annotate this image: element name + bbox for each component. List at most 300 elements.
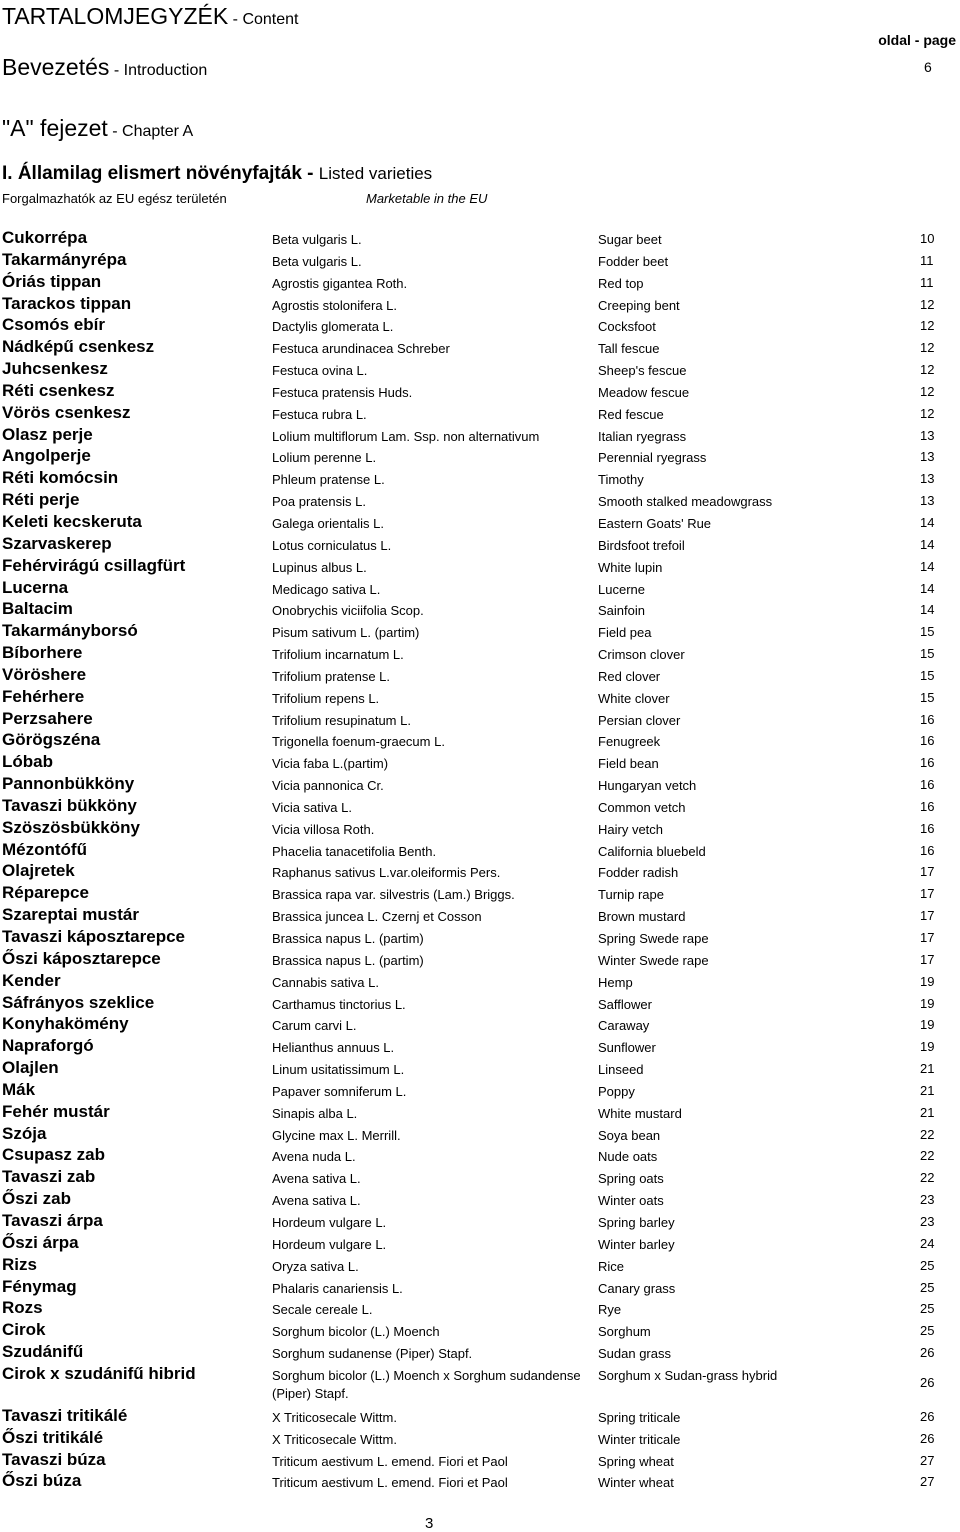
row-latin-name: Pisum sativum L. (partim) — [272, 625, 420, 641]
toc-row[interactable] — [0, 774, 960, 796]
toc-row[interactable] — [0, 446, 960, 468]
row-latin-name: Raphanus sativus L.var.oleiformis Pers. — [272, 865, 501, 881]
row-page-number: 25 — [920, 1301, 935, 1317]
row-name-en: Sudan grass — [598, 1346, 671, 1362]
row-page-number: 15 — [920, 667, 935, 683]
row-name-en: Creeping bent — [598, 297, 680, 313]
row-page-number: 14 — [920, 514, 935, 530]
row-page-number: 25 — [920, 1323, 935, 1339]
page-label-text: oldal - page — [878, 32, 956, 48]
row-page-number: 23 — [920, 1192, 935, 1208]
toc-row[interactable] — [0, 1058, 960, 1080]
row-name-en: Crimson clover — [598, 647, 685, 663]
row-page-number: 11 — [920, 274, 934, 290]
row-page-number: 14 — [920, 580, 935, 596]
row-page-number: 17 — [920, 951, 935, 967]
row-latin-name: Festuca rubra L. — [272, 406, 367, 422]
row-name-hu: Réti perje — [2, 490, 80, 510]
toc-row[interactable] — [0, 468, 960, 490]
row-name-en: Turnip rape — [598, 887, 664, 903]
row-latin-name: Galega orientalis L. — [272, 515, 385, 531]
intro-page-number: 6 — [924, 59, 932, 75]
toc-row[interactable] — [0, 1342, 960, 1364]
toc-row[interactable] — [0, 1014, 960, 1036]
row-page-number: 12 — [920, 318, 935, 334]
row-name-en: Lucerne — [598, 581, 645, 597]
row-latin-name: Vicia sativa L. — [272, 799, 352, 815]
toc-row[interactable] — [0, 359, 960, 381]
row-name-hu: Tavaszi búza — [2, 1449, 106, 1469]
row-name-en: Spring triticale — [598, 1409, 681, 1425]
row-name-hu: Őszi tritikálé — [2, 1427, 104, 1447]
row-page-number: 10 — [920, 231, 935, 246]
row-page-number: 21 — [920, 1104, 935, 1120]
row-page-number: 12 — [920, 340, 935, 356]
toc-row[interactable] — [0, 1102, 960, 1124]
row-name-hu: Tavaszi tritikálé — [2, 1405, 128, 1425]
row-name-hu: Baltacim — [2, 599, 73, 619]
row-latin-name: Avena sativa L. — [272, 1171, 361, 1187]
row-name-hu: Szareptai mustár — [2, 905, 139, 925]
row-name-hu: Fénymag — [2, 1276, 77, 1296]
row-name-hu: Rozs — [2, 1298, 43, 1318]
row-latin-name: Carum carvi L. — [272, 1018, 357, 1034]
toc-row[interactable] — [0, 512, 960, 534]
page-column-label — [878, 32, 956, 48]
row-name-hu: Konyhakömény — [2, 1014, 129, 1034]
row-latin-name: Secale cereale L. — [272, 1302, 373, 1318]
row-latin-name: Avena sativa L. — [272, 1193, 361, 1209]
row-name-en: California bluebeld — [598, 843, 706, 859]
footer-page-number: 3 — [425, 1515, 434, 1532]
row-name-hu: Cukorrépa — [2, 228, 88, 247]
row-name-en: Eastern Goats' Rue — [598, 515, 712, 531]
row-name-hu: Réti komócsin — [2, 468, 119, 488]
row-name-hu: Takarmányrépa — [2, 249, 127, 269]
section-hu: I. Államilag elismert növényfajták - — [2, 163, 319, 184]
toc-introduction[interactable] — [2, 54, 207, 81]
toc-row[interactable] — [0, 1428, 960, 1450]
row-name-hu: Perzsahere — [2, 708, 93, 728]
row-name-en: Canary grass — [598, 1280, 676, 1296]
row-name-hu: Mák — [2, 1079, 36, 1099]
row-name-en: Winter wheat — [598, 1475, 674, 1491]
row-name-en: Field bean — [598, 756, 659, 772]
row-page-number: 13 — [920, 427, 935, 443]
row-name-en: Timothy — [598, 472, 644, 488]
row-name-en: Fodder radish — [598, 865, 679, 881]
row-name-hu: Keleti kecskeruta — [2, 511, 142, 531]
row-page-number: 11 — [920, 252, 934, 268]
row-page-number: 25 — [920, 1257, 935, 1273]
row-name-hu: Lóbab — [2, 752, 53, 772]
row-latin-name: Agrostis gigantea Roth. — [272, 275, 408, 291]
row-latin-name: Trifolium resupinatum L. — [272, 712, 411, 728]
row-page-number: 15 — [920, 646, 935, 662]
row-name-en: Tall fescue — [598, 341, 660, 357]
row-name-hu: Cirok x szudánifű hibrid — [2, 1363, 196, 1383]
row-latin-name: Medicago sativa L. — [272, 581, 381, 597]
row-page-number: 23 — [920, 1213, 935, 1229]
row-name-en: Spring wheat — [598, 1453, 674, 1469]
row-name-hu: Napraforgó — [2, 1036, 94, 1056]
row-name-hu: Réparepce — [2, 883, 89, 903]
row-name-en: Smooth stalked meadowgrass — [598, 494, 773, 510]
row-page-number: 12 — [920, 362, 935, 378]
row-latin-name: Triticum aestivum L. emend. Fiori et Paol — [272, 1453, 508, 1469]
row-name-hu: Tarackos tippan — [2, 293, 132, 313]
toc-row[interactable] — [0, 250, 960, 272]
row-name-en: Hemp — [598, 974, 633, 990]
row-name-hu: Rizs — [2, 1254, 37, 1274]
toc-row[interactable] — [0, 1036, 960, 1058]
row-page-number: 22 — [920, 1170, 935, 1186]
row-latin-name: Papaver somniferum L. — [272, 1083, 407, 1099]
row-name-hu: Lucerna — [2, 577, 69, 597]
row-name-en: Winter Swede rape — [598, 952, 709, 968]
row-latin-name: Brassica juncea L. Czernj et Cosson — [272, 909, 482, 925]
row-name-en: Winter triticale — [598, 1431, 681, 1447]
row-name-hu: Őszi búza — [2, 1471, 82, 1491]
row-latin-name: Sorghum bicolor (L.) Moench x Sorghum sudandense (Piper) Stapf. — [272, 1367, 581, 1401]
row-name-hu: Tavaszi zab — [2, 1167, 96, 1187]
row-name-hu: Csupasz zab — [2, 1145, 105, 1165]
title-en: - Content — [228, 11, 299, 28]
row-page-number: 19 — [920, 973, 935, 989]
row-page-number: 21 — [920, 1082, 935, 1098]
row-page-number: 21 — [920, 1061, 935, 1077]
toc-row[interactable] — [0, 752, 960, 774]
row-page-number: 16 — [920, 798, 935, 814]
toc-row[interactable] — [0, 993, 960, 1015]
toc-row[interactable] — [0, 709, 960, 731]
toc-row[interactable] — [0, 840, 960, 862]
row-name-en: Winter oats — [598, 1193, 664, 1209]
row-name-en: Brown mustard — [598, 909, 686, 925]
row-name-hu: Kender — [2, 970, 61, 990]
subheading-hu: Forgalmazhatók az EU egész területén — [2, 191, 227, 206]
row-page-number: 26 — [920, 1374, 935, 1390]
row-name-en: Caraway — [598, 1018, 650, 1034]
row-name-hu: Tavaszi bükköny — [2, 795, 137, 815]
row-page-number: 19 — [920, 1017, 935, 1033]
row-name-en: Cocksfoot — [598, 319, 656, 335]
row-name-en: Rye — [598, 1302, 622, 1318]
toc-row[interactable] — [0, 534, 960, 556]
row-name-hu: Bíborhere — [2, 643, 83, 663]
toc-row[interactable] — [0, 1211, 960, 1233]
row-page-number: 15 — [920, 624, 935, 640]
row-name-en: Perennial ryegrass — [598, 450, 707, 466]
row-latin-name: Brassica napus L. (partim) — [272, 952, 424, 968]
toc-row[interactable] — [0, 578, 960, 600]
row-name-en: Sunflower — [598, 1040, 656, 1056]
row-page-number: 26 — [920, 1345, 935, 1361]
row-page-number: 17 — [920, 930, 935, 945]
row-latin-name: Brassica napus L. (partim) — [272, 931, 424, 946]
row-page-number: 12 — [920, 405, 935, 421]
document-title — [2, 3, 298, 30]
row-name-en: White mustard — [598, 1105, 682, 1121]
row-name-en: Hungaryan vetch — [598, 778, 697, 794]
row-latin-name: Vicia faba L.(partim) — [272, 756, 389, 772]
row-name-en: Poppy — [598, 1083, 635, 1099]
row-name-en: Spring Swede rape — [598, 931, 709, 946]
toc-row[interactable] — [0, 1124, 960, 1146]
toc-row[interactable] — [0, 1320, 960, 1342]
row-latin-name: Trifolium incarnatum L. — [272, 647, 404, 663]
row-name-hu: Őszi káposztarepce — [2, 948, 161, 968]
row-page-number: 14 — [920, 536, 935, 552]
row-page-number: 14 — [920, 558, 935, 574]
row-name-en: Linseed — [598, 1062, 644, 1078]
row-name-en: Winter barley — [598, 1236, 675, 1252]
row-name-en: Fenugreek — [598, 734, 661, 750]
row-name-hu: Szöszösbükköny — [2, 817, 140, 837]
toc-row[interactable] — [0, 1145, 960, 1167]
row-latin-name: Beta vulgaris L. — [272, 253, 362, 269]
row-latin-name: Glycine max L. Merrill. — [272, 1127, 401, 1143]
row-latin-name: Trigonella foenum-graecum L. — [272, 734, 445, 750]
row-page-number: 16 — [920, 842, 935, 858]
row-name-hu: Olasz perje — [2, 424, 93, 444]
row-name-hu: Olajlen — [2, 1058, 59, 1078]
row-name-en: Red clover — [598, 668, 661, 684]
row-latin-name: Trifolium pratense L. — [272, 668, 391, 684]
row-page-number: 16 — [920, 820, 935, 836]
row-name-en: Meadow fescue — [598, 384, 690, 400]
row-latin-name: Festuca ovina L. — [272, 363, 368, 379]
toc-row[interactable] — [0, 730, 960, 752]
row-page-number: 26 — [920, 1430, 935, 1446]
row-page-number: 16 — [920, 755, 935, 771]
toc-row[interactable] — [0, 643, 960, 665]
section-en: Listed varieties — [318, 164, 433, 183]
row-page-number: 13 — [920, 449, 935, 465]
row-name-hu: Angolperje — [2, 446, 91, 466]
row-latin-name: Sinapis alba L. — [272, 1105, 358, 1121]
intro-en: - Introduction — [109, 62, 208, 79]
row-name-en: Rice — [598, 1258, 625, 1274]
chapter-heading — [2, 115, 193, 142]
row-latin-name: Linum usitatissimum L. — [272, 1062, 405, 1078]
row-name-en: Hairy vetch — [598, 821, 664, 837]
toc-row[interactable] — [0, 315, 960, 337]
row-name-hu: Fehérhere — [2, 686, 85, 706]
row-page-number: 24 — [920, 1235, 935, 1251]
row-page-number: 12 — [920, 383, 935, 399]
row-name-hu: Szója — [2, 1123, 47, 1143]
toc-row[interactable] — [0, 294, 960, 316]
row-latin-name: Helianthus annuus L. — [272, 1040, 395, 1056]
chapter-hu: "A" fejezet — [2, 115, 108, 141]
toc-row[interactable] — [0, 599, 960, 621]
row-page-number: 19 — [920, 1039, 935, 1055]
toc-row[interactable] — [0, 1277, 960, 1299]
row-name-hu: Őszi árpa — [2, 1232, 79, 1252]
row-latin-name: X Triticosecale Wittm. — [272, 1431, 397, 1447]
row-latin-name: Phalaris canariensis L. — [272, 1280, 403, 1296]
toc-row[interactable] — [0, 425, 960, 447]
row-page-number: 16 — [920, 733, 935, 749]
toc-row[interactable] — [0, 905, 960, 927]
row-latin-name: Hordeum vulgare L. — [272, 1214, 387, 1230]
row-name-hu: Réti csenkesz — [2, 380, 115, 400]
row-name-en: Soya bean — [598, 1127, 661, 1143]
row-page-number: 13 — [920, 493, 935, 509]
row-name-en: Spring barley — [598, 1214, 675, 1230]
row-name-hu: Tavaszi árpa — [2, 1210, 103, 1230]
row-name-en: Sainfoin — [598, 603, 645, 619]
row-latin-name: Phacelia tanacetifolia Benth. — [272, 843, 437, 859]
row-latin-name: Dactylis glomerata L. — [272, 319, 394, 335]
toc-row[interactable] — [0, 490, 960, 512]
row-name-en: Red top — [598, 275, 644, 291]
row-latin-name: Cannabis sativa L. — [272, 974, 379, 990]
row-page-number: 13 — [920, 471, 935, 487]
row-name-en: White lupin — [598, 559, 663, 575]
row-name-hu: Tavaszi káposztarepce — [2, 927, 185, 946]
row-name-hu: Fehérvirágú csillagfürt — [2, 555, 186, 575]
row-name-hu: Vöröshere — [2, 664, 87, 684]
row-name-en: White clover — [598, 690, 670, 706]
toc-row[interactable] — [0, 1450, 960, 1472]
row-name-hu: Őszi zab — [2, 1189, 71, 1209]
row-latin-name: Poa pratensis L. — [272, 494, 366, 510]
toc-row[interactable] — [0, 381, 960, 403]
row-name-en: Birdsfoot trefoil — [598, 537, 685, 553]
row-page-number: 27 — [920, 1474, 935, 1490]
row-name-hu: Cirok — [2, 1320, 46, 1340]
row-name-en: Sorghum — [598, 1324, 651, 1340]
row-name-hu: Fehér mustár — [2, 1101, 110, 1121]
row-name-en: Common vetch — [598, 799, 686, 815]
title-hu: TARTALOMJEGYZÉK — [2, 3, 229, 29]
row-name-en: Safflower — [598, 996, 652, 1012]
row-name-en: Italian ryegrass — [598, 428, 687, 444]
chapter-en: - Chapter A — [107, 123, 194, 140]
row-name-hu: Takarmányborsó — [2, 621, 138, 641]
row-latin-name: Vicia pannonica Cr. — [272, 778, 384, 794]
row-latin-name: Carthamus tinctorius L. — [272, 996, 406, 1012]
row-page-number: 27 — [920, 1452, 935, 1468]
row-name-hu: Nádképű csenkesz — [2, 337, 155, 357]
row-latin-name: Avena nuda L. — [272, 1149, 356, 1165]
toc-row[interactable] — [0, 927, 960, 949]
row-name-hu: Pannonbükköny — [2, 774, 135, 794]
toc-row[interactable] — [0, 556, 960, 578]
row-latin-name: Brassica rapa var. silvestris (Lam.) Briggs. — [272, 887, 515, 903]
row-latin-name: Hordeum vulgare L. — [272, 1236, 387, 1252]
toc-list — [0, 228, 960, 1493]
row-name-en: Persian clover — [598, 712, 681, 728]
toc-row[interactable] — [0, 818, 960, 840]
row-name-en: Sheep's fescue — [598, 363, 687, 379]
row-name-hu: Óriás tippan — [2, 271, 102, 291]
row-latin-name: Vicia villosa Roth. — [272, 821, 375, 837]
section-heading — [2, 163, 432, 185]
row-name-hu: Szudánifű — [2, 1342, 84, 1362]
row-name-hu: Csomós ebír — [2, 315, 105, 335]
toc-row[interactable] — [0, 1189, 960, 1211]
row-latin-name: Triticum aestivum L. emend. Fiori et Paol — [272, 1475, 508, 1491]
toc-row[interactable] — [0, 1080, 960, 1102]
row-page-number: 19 — [920, 995, 935, 1011]
toc-row[interactable] — [0, 272, 960, 294]
toc-row[interactable] — [0, 1406, 960, 1428]
row-name-hu: Szarvaskerep — [2, 533, 112, 553]
row-name-en: Field pea — [598, 625, 652, 641]
row-page-number: 22 — [920, 1126, 935, 1142]
row-name-en: Fodder beet — [598, 253, 669, 269]
toc-row[interactable] — [0, 796, 960, 818]
row-page-number: 25 — [920, 1279, 935, 1295]
row-page-number: 14 — [920, 602, 935, 618]
row-latin-name: Phleum pratense L. — [272, 472, 385, 488]
row-page-number: 12 — [920, 296, 935, 312]
toc-row[interactable] — [0, 1298, 960, 1320]
toc-row[interactable] — [0, 1255, 960, 1277]
row-latin-name: Agrostis stolonifera L. — [272, 297, 398, 313]
toc-row[interactable] — [0, 621, 960, 643]
row-page-number: 15 — [920, 689, 935, 705]
row-name-en: Sorghum x Sudan-grass hybrid — [598, 1367, 778, 1383]
toc-row[interactable] — [0, 861, 960, 883]
row-latin-name: X Triticosecale Wittm. — [272, 1409, 397, 1425]
row-name-hu: Olajretek — [2, 861, 75, 881]
toc-row[interactable] — [0, 337, 960, 359]
row-latin-name: Festuca pratensis Huds. — [272, 384, 413, 400]
row-name-hu: Juhcsenkesz — [2, 359, 108, 379]
row-latin-name: Lotus corniculatus L. — [272, 537, 392, 553]
row-name-en: Spring oats — [598, 1171, 664, 1187]
toc-row[interactable] — [0, 403, 960, 425]
row-latin-name: Lupinus albus L. — [272, 559, 367, 575]
row-page-number: 16 — [920, 711, 935, 727]
toc-row[interactable] — [0, 228, 960, 250]
row-page-number: 17 — [920, 886, 935, 902]
row-latin-name: Lolium multiflorum Lam. Ssp. non alternativum — [272, 428, 540, 444]
row-name-en: Nude oats — [598, 1149, 658, 1165]
row-latin-name: Onobrychis viciifolia Scop. — [272, 603, 424, 619]
row-name-hu: Vörös csenkesz — [2, 402, 131, 422]
row-name-en: Sugar beet — [598, 232, 662, 247]
row-latin-name: Sorghum bicolor (L.) Moench — [272, 1324, 440, 1340]
subheading-en: Marketable in the EU — [366, 191, 488, 206]
row-page-number: 17 — [920, 864, 935, 880]
toc-row[interactable] — [0, 949, 960, 971]
toc-row[interactable] — [0, 883, 960, 905]
toc-row[interactable] — [0, 665, 960, 687]
row-page-number: 17 — [920, 908, 935, 924]
row-latin-name: Oryza sativa L. — [272, 1258, 359, 1274]
toc-row[interactable] — [0, 1364, 960, 1406]
row-name-hu: Mézontófű — [2, 839, 87, 859]
row-latin-name: Festuca arundinacea Schreber — [272, 341, 450, 357]
intro-hu: Bevezetés — [2, 54, 110, 80]
row-page-number: 16 — [920, 777, 935, 793]
toc-row[interactable] — [0, 971, 960, 993]
row-name-en: Red fescue — [598, 406, 664, 422]
toc-row[interactable] — [0, 687, 960, 709]
toc-row[interactable] — [0, 1471, 960, 1493]
toc-row[interactable] — [0, 1167, 960, 1189]
toc-row[interactable] — [0, 1233, 960, 1255]
row-latin-name: Sorghum sudanense (Piper) Stapf. — [272, 1346, 473, 1362]
row-name-hu: Sáfrányos szeklice — [2, 992, 155, 1012]
row-latin-name: Trifolium repens L. — [272, 690, 380, 706]
row-latin-name: Beta vulgaris L. — [272, 232, 362, 247]
